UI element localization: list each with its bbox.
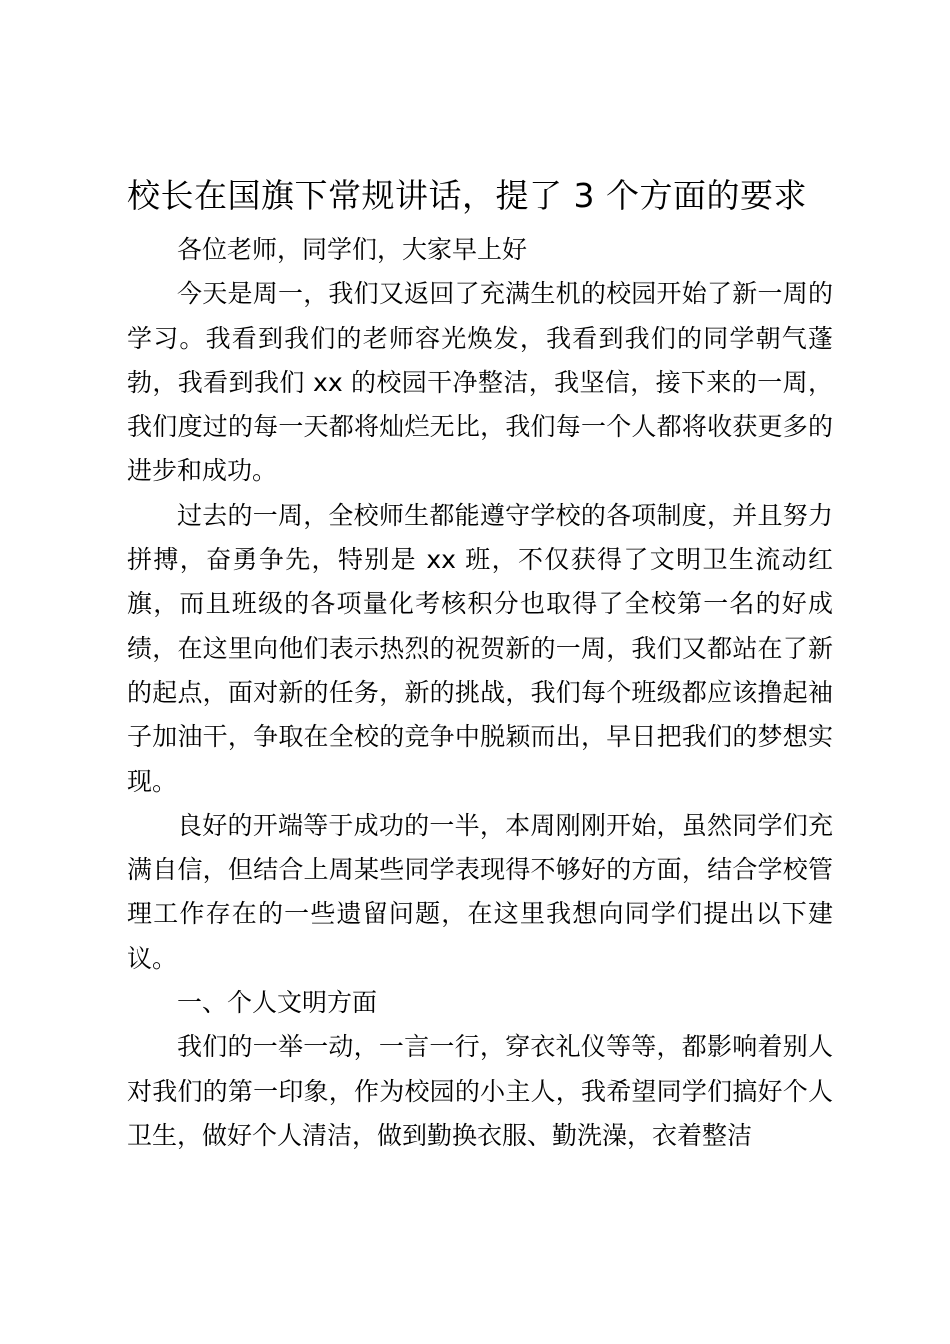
section-paragraph: 我们的一举一动，一言一行，穿衣礼仪等等，都影响着别人对我们的第一印象，作为校园的小主人，我希望同学们搞好个人卫生，做好个人清洁，做到勤换衣服、勤洗澡，衣着整洁 [127,1032,833,1150]
body-paragraph-1: 今天是周一，我们又返回了充满生机的校园开始了新一周的学习。我看到我们的老师容光焕发，我看到我们的同学朝气蓬勃，我看到我们 xx 的校园干净整洁，我坚信，接下来的一周，我们度过的每一天都将灿烂无比，我们每一个人都将收获更多的进步和成功。 [127,279,833,486]
body-paragraph-3: 良好的开端等于成功的一半，本周刚刚开始，虽然同学们充满自信，但结合上周某些同学表现得不够好的方面，结合学校管理工作存在的一些遗留问题，在这里我想向同学们提出以下建议。 [127,810,833,973]
document-title: 校长在国旗下常规讲话，提了 3 个方面的要求 [127,176,807,215]
document-page [127,172,833,1158]
greeting-paragraph: 各位老师，同学们，大家早上好 [177,235,528,264]
section-heading: 一、个人文明方面 [177,988,378,1018]
body-paragraph-2: 过去的一周，全校师生都能遵守学校的各项制度，并且努力拼搏，奋勇争先，特别是 xx 班，不仅获得了文明卫生流动红旗，而且班级的各项量化考核积分也取得了全校第一名的好成绩，在这里向他们表示热烈的祝贺新的一周，我们又都站在了新的起点，面对新的任务，新的挑战，我们每个班级都应该撸起袖子加油干，争取在全校的竞争中脱颖而出，早日把我们的梦想实现。 [127,500,833,796]
